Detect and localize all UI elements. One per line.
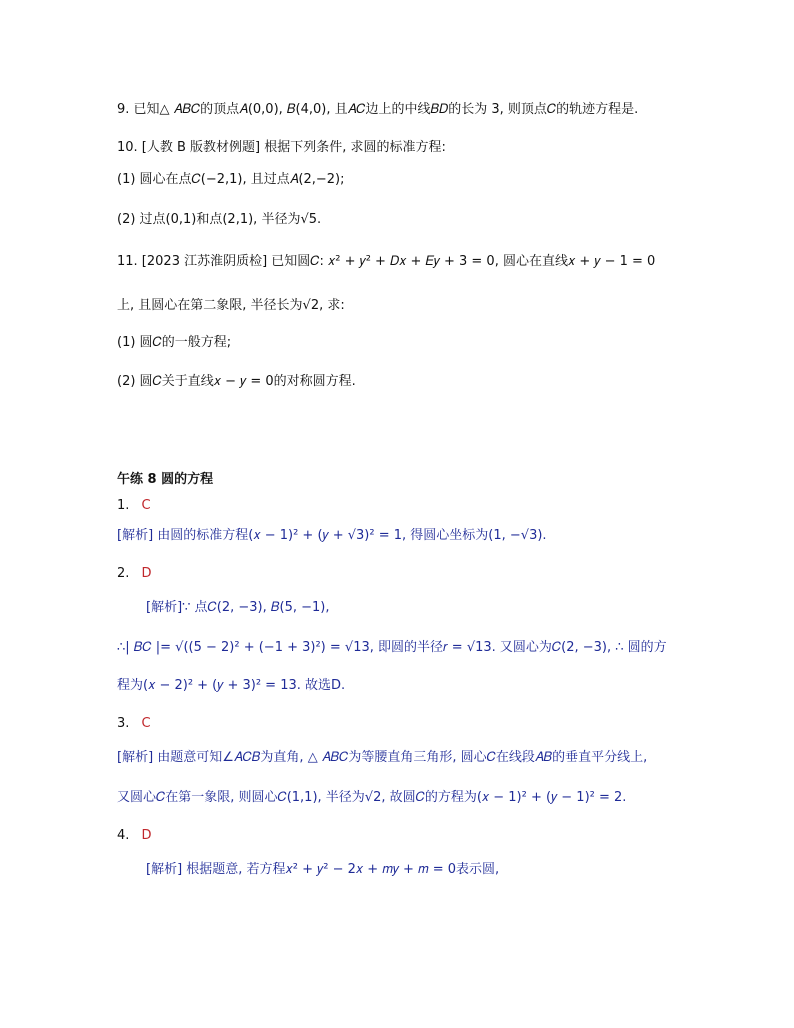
exercise-9: 9. 已知△ 𝐴𝐵𝐶的顶点𝐴(0,0), 𝐵(4,0), 且𝐴𝐶边上的中线𝐵𝐷的长为 3, 则顶点𝐶的轨迹方程是.	[117, 102, 639, 117]
answer-3-line-1: [解析] 由题意可知∠𝐴𝐶𝐵为直角, △ 𝐴𝐵𝐶为等腰直角三角形, 圆心𝐶在线段𝐴𝐵的垂直平分线上,	[117, 750, 648, 765]
answer-3-line-2: 又圆心𝐶在第一象限, 则圆心𝐶(1,1), 半径为√2, 故圆𝐶的方程为(𝑥 − 1)² + (𝑦 − 1)² = 2.	[117, 790, 627, 805]
exercise-10: 10. [人教 B 版教材例题] 根据下列条件, 求圆的标准方程:	[117, 140, 446, 155]
answer-number: 3.	[117, 716, 130, 731]
answer-2-header	[117, 566, 152, 581]
answer-number: 1.	[117, 498, 130, 513]
answer-2-line-1: [解析]∵ 点𝐶(2, −3), 𝐵(5, −1),	[146, 600, 330, 615]
answer-section-title: 午练 8 圆的方程	[117, 472, 214, 487]
answer-2-line-2: ∴| 𝐵𝐶 |= √((5 − 2)² + (−1 + 3)²) = √13, 即圆的半径𝑟 = √13. 又圆心为𝐶(2, −3), ∴ 圆的方	[117, 640, 667, 655]
answer-choice: C	[141, 498, 151, 513]
answer-2-line-3: 程为(𝑥 − 2)² + (𝑦 + 3)² = 13. 故选D.	[117, 678, 346, 693]
exercise-10-part-2: (2) 过点(0,1)和点(2,1), 半径为√5.	[117, 212, 322, 227]
answer-4-header	[117, 828, 152, 843]
answer-number: 4.	[117, 828, 130, 843]
answer-number: 2.	[117, 566, 130, 581]
answer-choice: D	[141, 828, 152, 843]
exercise-11-part-1: (1) 圆𝐶的一般方程;	[117, 335, 232, 350]
answer-1-line-1: [解析] 由圆的标准方程(𝑥 − 1)² + (𝑦 + √3)² = 1, 得圆心坐标为(1, −√3).	[117, 528, 547, 543]
exercise-11-continuation: 上, 且圆心在第二象限, 半径长为√2, 求:	[117, 298, 345, 313]
answer-4-line-1: [解析] 根据题意, 若方程𝑥² + 𝑦² − 2𝑥 + 𝑚𝑦 + 𝑚 = 0表示圆,	[146, 862, 500, 877]
exercise-11: 11. [2023 江苏淮阴质检] 已知圆𝐶: 𝑥² + 𝑦² + 𝐷𝑥 + 𝐸𝑦 + 3 = 0, 圆心在直线𝑥 + 𝑦 − 1 = 0	[117, 254, 656, 269]
answer-3-header	[117, 716, 151, 731]
answer-choice: D	[141, 566, 152, 581]
exercise-11-part-2: (2) 圆𝐶关于直线𝑥 − 𝑦 = 0的对称圆方程.	[117, 374, 356, 389]
answer-choice: C	[141, 716, 151, 731]
answer-1-header	[117, 498, 151, 513]
exercise-10-part-1: (1) 圆心在点𝐶(−2,1), 且过点𝐴(2,−2);	[117, 172, 345, 187]
